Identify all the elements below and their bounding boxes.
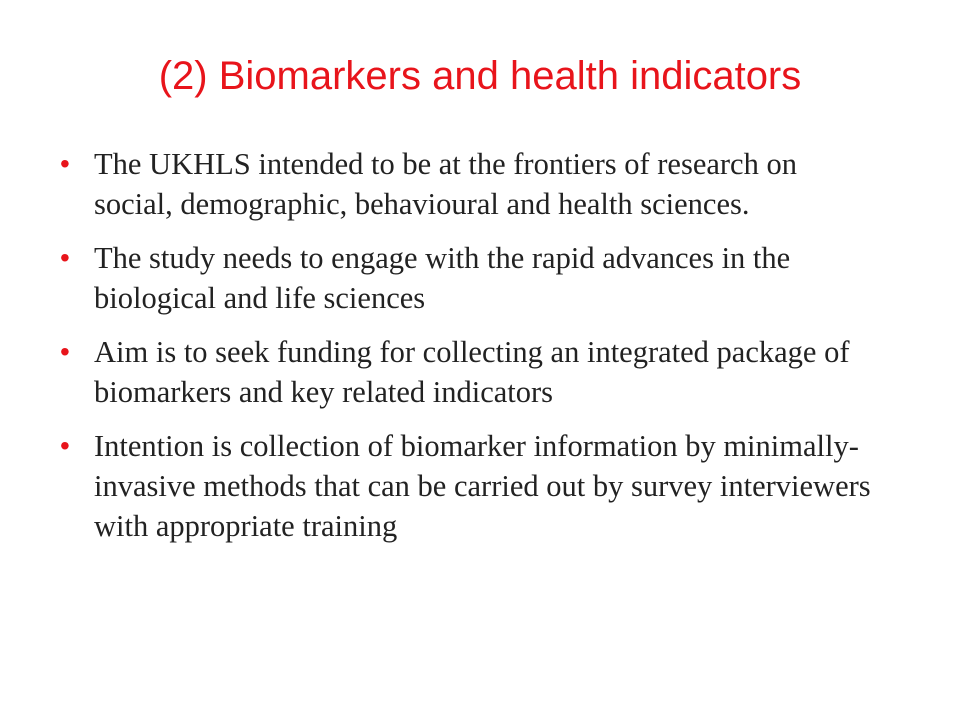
bullet-list xyxy=(60,144,880,560)
slide-title: (2) Biomarkers and health indicators xyxy=(158,54,802,98)
bullet-text: Intention is collection of biomarker information by minimally-invasive methods that can be carried out by survey interviewers with appropriate training xyxy=(94,429,871,543)
bullet-marker: • xyxy=(60,430,70,461)
bullet-item xyxy=(60,238,880,318)
bullet-item xyxy=(60,144,880,224)
bullet-text: The UKHLS intended to be at the frontiers of research on social, demographic, behavioural and health sciences. xyxy=(94,147,797,221)
bullet-marker: • xyxy=(60,148,70,179)
bullet-text: Aim is to seek funding for collecting an integrated package of biomarkers and key related indicators xyxy=(94,335,850,409)
bullet-item xyxy=(60,332,880,412)
bullet-text: The study needs to engage with the rapid advances in the biological and life sciences xyxy=(94,241,791,315)
bullet-item xyxy=(60,426,880,546)
bullet-marker: • xyxy=(60,242,70,273)
bullet-marker: • xyxy=(60,336,70,367)
